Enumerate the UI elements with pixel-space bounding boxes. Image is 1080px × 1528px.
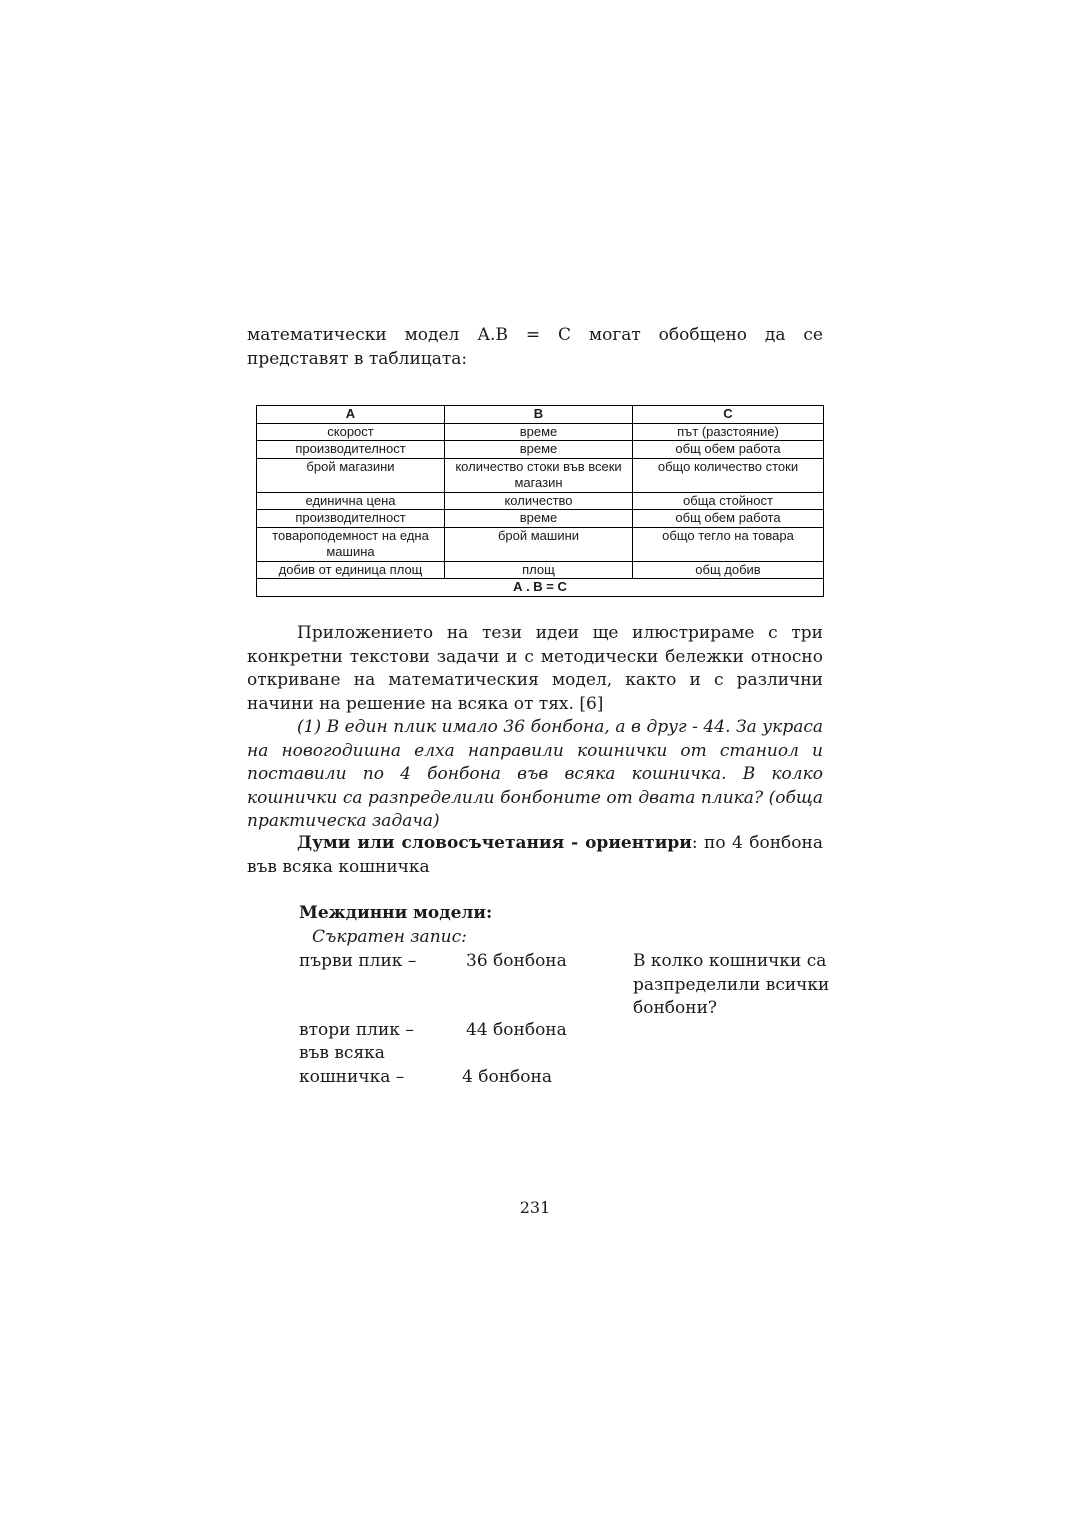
table-cell: брой машини: [445, 527, 633, 561]
record-label: кошничка –: [299, 1067, 405, 1087]
table-cell: брой магазини: [257, 458, 445, 492]
table-row: [257, 561, 824, 579]
table-header-b: В: [445, 406, 633, 424]
intermediate-models-title: Междинни модели:: [299, 903, 493, 923]
table-row: [257, 510, 824, 528]
keywords-paragraph: [247, 832, 823, 879]
table-cell: път (разстояние): [633, 423, 824, 441]
table-cell: време: [445, 510, 633, 528]
table-cell: количество: [445, 492, 633, 510]
keywords-text: : по 4 бонбона във всяка кошничка: [247, 833, 823, 877]
table-row: [257, 492, 824, 510]
table-cell: товароподемност на една машина: [257, 527, 445, 561]
table-row: [257, 458, 824, 492]
table-cell: общо тегло на товара: [633, 527, 824, 561]
record-label: втори плик –: [299, 1020, 414, 1040]
record-label: първи плик –: [299, 951, 417, 971]
problem-paragraph: (1) В един плик имало 36 бонбона, а в друг - 44. За украса на новогодишна елха направили кошнички от станиол и поставили по 4 бонбона във всяка кошничка. В колко кошнички са разпределили бонбоните от двата плика? (обща практическа задача): [247, 717, 823, 831]
table-cell: площ: [445, 561, 633, 579]
record-value: 44 бонбона: [466, 1020, 567, 1040]
table-row: [257, 423, 824, 441]
table-cell: време: [445, 423, 633, 441]
table-cell: единична цена: [257, 492, 445, 510]
record-question: В колко кошнички са разпределили всички бонбони?: [633, 951, 830, 1018]
table-cell: обща стойност: [633, 492, 824, 510]
table-cell: скорост: [257, 423, 445, 441]
short-record-label: Съкратен запис:: [312, 927, 467, 947]
table-formula: А . В = С: [257, 579, 824, 597]
record-value: 36 бонбона: [466, 951, 567, 971]
table-row: [257, 527, 824, 561]
table-cell: общо количество стоки: [633, 458, 824, 492]
table-header-c: С: [633, 406, 824, 424]
table-cell: количество стоки във всеки магазин: [445, 458, 633, 492]
record-label: във всяка: [299, 1043, 385, 1063]
table-cell: общ добив: [633, 561, 824, 579]
table-cell: производителност: [257, 510, 445, 528]
record-value: 4 бонбона: [462, 1067, 552, 1087]
table-cell: общ обем работа: [633, 510, 824, 528]
table-cell: общ обем работа: [633, 441, 824, 459]
table-cell: време: [445, 441, 633, 459]
model-table: [256, 405, 824, 597]
table-header-row: [257, 406, 824, 424]
table-cell: добив от единица площ: [257, 561, 445, 579]
page-number: 231: [519, 1198, 551, 1217]
keywords-label: Думи или словосъчетания - ориентири: [297, 833, 692, 853]
table-row: [257, 441, 824, 459]
intro-paragraph: математически модел А.В = С могат обобщено да се представят в таблицата:: [247, 325, 823, 369]
application-paragraph: Приложението на тези идеи ще илюстрираме с три конкретни текстови задачи и с методически бележки относно откриване на математическия модел, както и с различни начини на решение на всяка от тях. [6]: [247, 623, 823, 714]
table-formula-row: [257, 579, 824, 597]
table-header-a: А: [257, 406, 445, 424]
table-cell: производителност: [257, 441, 445, 459]
